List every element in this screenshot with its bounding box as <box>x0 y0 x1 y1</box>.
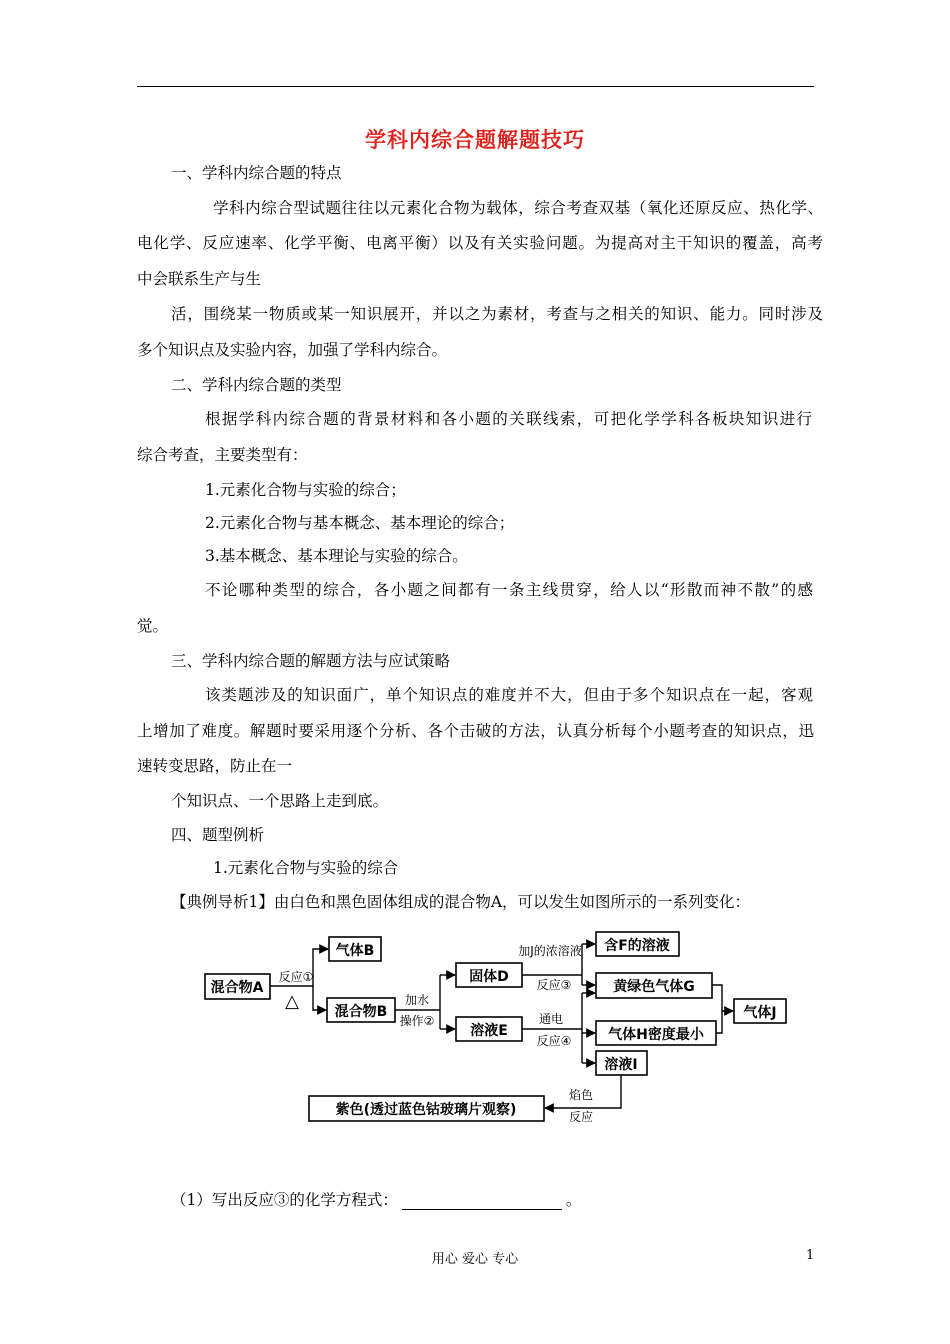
section-4-heading: 四、题型例析 <box>171 826 265 844</box>
label-heat: △ <box>285 991 299 1012</box>
label-solution-i: 溶液I <box>604 1057 638 1073</box>
label-add-conc-j: 加J的浓溶液 <box>518 944 582 958</box>
label-gas-b: 气体B <box>335 943 375 959</box>
reaction-flow-diagram <box>200 925 800 1135</box>
section-3-heading: 三、学科内综合题的解题方法与应试策略 <box>171 652 451 670</box>
label-gas-h: 气体H密度最小 <box>608 1027 704 1043</box>
paragraph-line: 个知识点、一个思路上走到底。 <box>171 792 389 810</box>
list-item: 2.元素化合物与基本概念、基本理论的综合； <box>205 514 515 532</box>
label-mixture-a: 混合物A <box>210 980 264 996</box>
paragraph-line: 中会联系生产与生 <box>137 270 262 288</box>
label-purple-result: 紫色(透过蓝色钴玻璃片观察) <box>335 1102 517 1118</box>
label-reaction-1: 反应① <box>278 970 314 984</box>
label-operation-2: 操作② <box>399 1014 435 1028</box>
paragraph-line: 综合考查，主要类型有： <box>137 446 308 464</box>
arrow-a-to-mixb <box>313 986 326 1010</box>
label-reaction-4: 反应④ <box>536 1034 572 1048</box>
question-1-suffix: 。 <box>565 1191 582 1209</box>
paragraph-line: 觉。 <box>137 617 169 635</box>
label-gas-g: 黄绿色气体G <box>613 979 695 995</box>
list-item: 1.元素化合物与实验的综合； <box>205 481 406 499</box>
paragraph-line: 速转变思路，防止在一 <box>137 757 293 775</box>
page-footer: 用心 爱心 专心 <box>431 1252 519 1267</box>
label-electrolysis: 通电 <box>538 1012 564 1026</box>
label-mixture-b: 混合物B <box>334 1004 388 1020</box>
label-flame: 焰色 <box>568 1088 594 1102</box>
section-2-heading: 二、学科内综合题的类型 <box>171 376 342 394</box>
arrow-g-to-j <box>712 985 733 1011</box>
line-h-to-j <box>716 1011 722 1033</box>
paragraph-line: 不论哪种类型的综合，各小题之间都有一条主线贯穿，给人以“形散而神不散”的感 <box>205 581 813 599</box>
question-1 <box>171 1190 581 1210</box>
example-intro: 【典例导析1】由白色和黑色固体组成的混合物A，可以发生如图所示的一系列变化： <box>171 893 751 911</box>
subsection-heading: 1.元素化合物与实验的综合 <box>213 859 399 877</box>
label-solid-d: 固体D <box>469 969 509 985</box>
page-title: 学科内综合题解题技巧 <box>365 128 585 152</box>
question-1-prefix: （1）写出反应③的化学方程式： <box>171 1191 398 1209</box>
paragraph-line: 上增加了难度。解题时要采用逐个分析、各个击破的方法，认真分析每个小题考查的知识点，迅 <box>137 722 814 740</box>
paragraph-line: 电化学、反应速率、化学平衡、电离平衡）以及有关实验问题。为提高对主干知识的覆盖，高考 <box>137 234 823 252</box>
answer-blank <box>402 1193 562 1210</box>
paragraph-line: 根据学科内综合题的背景材料和各小题的关联线索，可把化学学科各板块知识进行 <box>205 410 812 428</box>
paragraph-line: 该类题涉及的知识面广，单个知识点的难度并不大，但由于多个知识点在一起，客观 <box>205 686 813 704</box>
label-flame-reaction: 反应 <box>568 1110 594 1124</box>
paragraph-line: 学科内综合型试题往往以元素化合物为载体，综合考查双基（氧化还原反应、热化学、 <box>213 199 823 217</box>
section-1-heading: 一、学科内综合题的特点 <box>171 164 342 182</box>
list-item: 3.基本概念、基本理论与实验的综合。 <box>205 547 468 565</box>
paragraph-line: 活，围绕某一物质或某一知识展开，并以之为素材，考查与之相关的知识、能力。同时涉及 <box>171 305 823 323</box>
page-number: 1 <box>806 1248 815 1263</box>
paragraph-line: 多个知识点及实验内容，加强了学科内综合。 <box>137 341 448 359</box>
label-add-water: 加水 <box>404 993 430 1007</box>
header-rule <box>137 86 814 87</box>
label-gas-j: 气体J <box>743 1005 777 1021</box>
label-reaction-3: 反应③ <box>536 978 572 992</box>
label-solution-e: 溶液E <box>470 1023 508 1039</box>
label-solution-f: 含F的溶液 <box>604 938 670 954</box>
